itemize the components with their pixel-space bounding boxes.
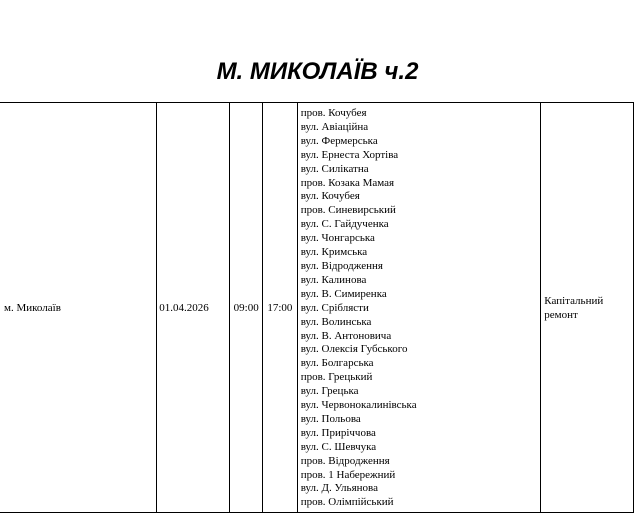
street-item: вул. Калинова: [300, 273, 367, 286]
street-item: вул. Болгарська: [300, 357, 374, 370]
street-item: вул. Ернеста Хортіва: [300, 148, 399, 161]
street-item: пров. Кочубея: [300, 107, 367, 119]
street-item: вул. Кримська: [300, 246, 368, 259]
street-item: вул. Грецька: [300, 385, 359, 398]
street-item: пров. Козака Мамая: [300, 176, 395, 189]
streets-cell: [297, 103, 541, 513]
street-list: [301, 107, 541, 510]
note-cell: Капітальний ремонт: [541, 103, 634, 513]
time-from-cell: 09:00: [230, 103, 263, 513]
street-item: вул. В. Симиренка: [300, 287, 387, 300]
date-cell: 01.04.2026: [157, 103, 230, 513]
table-row: [0, 103, 634, 513]
street-item: пров. Грецький: [300, 371, 373, 384]
street-item: вул. Приріччова: [300, 426, 376, 439]
street-item: вул. С. Шевчука: [300, 440, 377, 453]
street-item: вул. Олексія Губського: [300, 343, 408, 356]
street-item: вул. В. Антоновича: [300, 329, 392, 342]
street-item: вул. Д. Ульянова: [300, 482, 378, 495]
street-item: вул. С. Гайдученка: [300, 218, 389, 231]
street-item: вул. Польова: [300, 412, 361, 425]
street-item: вул. Волинська: [300, 315, 372, 328]
street-item: вул. Відродження: [300, 259, 383, 272]
street-item: пров. 1 Набережний: [300, 468, 396, 481]
street-item: вул. Червонокалинівська: [300, 399, 417, 412]
street-item: вул. Фермерська: [300, 134, 378, 147]
street-item: пров. Олімпійський: [300, 496, 394, 509]
street-item: вул. Сріблясти: [300, 301, 369, 314]
schedule-table: [0, 102, 634, 513]
street-item: пров. Синевирський: [300, 204, 396, 217]
street-item: вул. Кочубея: [300, 190, 360, 203]
street-item: вул. Авіаційна: [300, 120, 369, 133]
street-item: пров. Відродження: [300, 454, 390, 467]
street-item: вул. Чонгарська: [300, 232, 375, 245]
city-cell: м. Миколаїв: [0, 103, 157, 513]
time-to-cell: 17:00: [263, 103, 298, 513]
street-item: вул. Силікатна: [300, 162, 369, 175]
page-title: М. МИКОЛАЇВ ч.2: [216, 58, 419, 85]
